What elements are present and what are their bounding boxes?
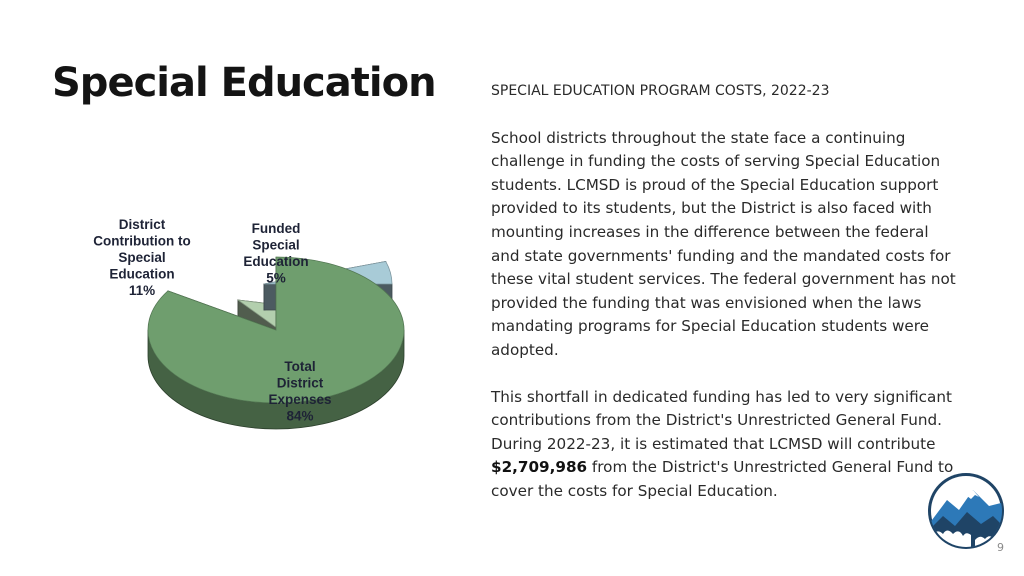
pie-label-line: Expenses: [268, 392, 332, 407]
pie-label-line: Education: [109, 266, 175, 282]
pie-value-label-0: 84%: [286, 408, 314, 424]
district-logo: [927, 472, 1005, 550]
pie-label-line: Special: [118, 250, 166, 265]
page-title: Special Education: [52, 60, 436, 106]
pie-chart: [88, 212, 428, 474]
pie-label-1: [93, 217, 190, 298]
pie-label-line: Contribution to: [93, 233, 191, 249]
paragraph-2-start: This shortfall in dedicated funding has led to very significant contributions from the District's Unrestricted General Fund. During 2022-23, it is estimated that LCMSD will contribute: [491, 387, 952, 453]
pie-value-label-1: 11%: [128, 283, 156, 298]
pie-value-label-2: 5%: [266, 270, 286, 286]
section-subheading: SPECIAL EDUCATION PROGRAM COSTS, 2022-23: [491, 83, 830, 99]
pie-label-line: District: [118, 217, 166, 232]
pie-label-line: Education: [243, 254, 309, 269]
paragraph-2: [491, 386, 961, 504]
pie-label-line: Funded: [251, 221, 301, 236]
pie-label-line: Total: [284, 359, 316, 374]
text-column: [491, 80, 961, 527]
paragraph-1: School districts throughout the state face a continuing challenge in funding the costs of serving Special Education students. LCMSD is proud of the Special Education support provided to its students, but the District is also faced with mounting increases in the difference between the federal and state governments' funding and the mandated costs for these vital student services. The federal government has not provided the funding that was envisioned when the laws mandating programs for Special Education students were adopted.: [491, 128, 956, 359]
contribution-amount: $2,709,986: [491, 458, 588, 477]
pie-label-line: Special: [252, 237, 300, 253]
pie-label-line: District: [276, 375, 324, 391]
paragraph-2-end: from the District's Unrestricted General Fund to cover the costs for Special Education.: [491, 458, 954, 500]
page-number: 9: [997, 541, 1004, 554]
